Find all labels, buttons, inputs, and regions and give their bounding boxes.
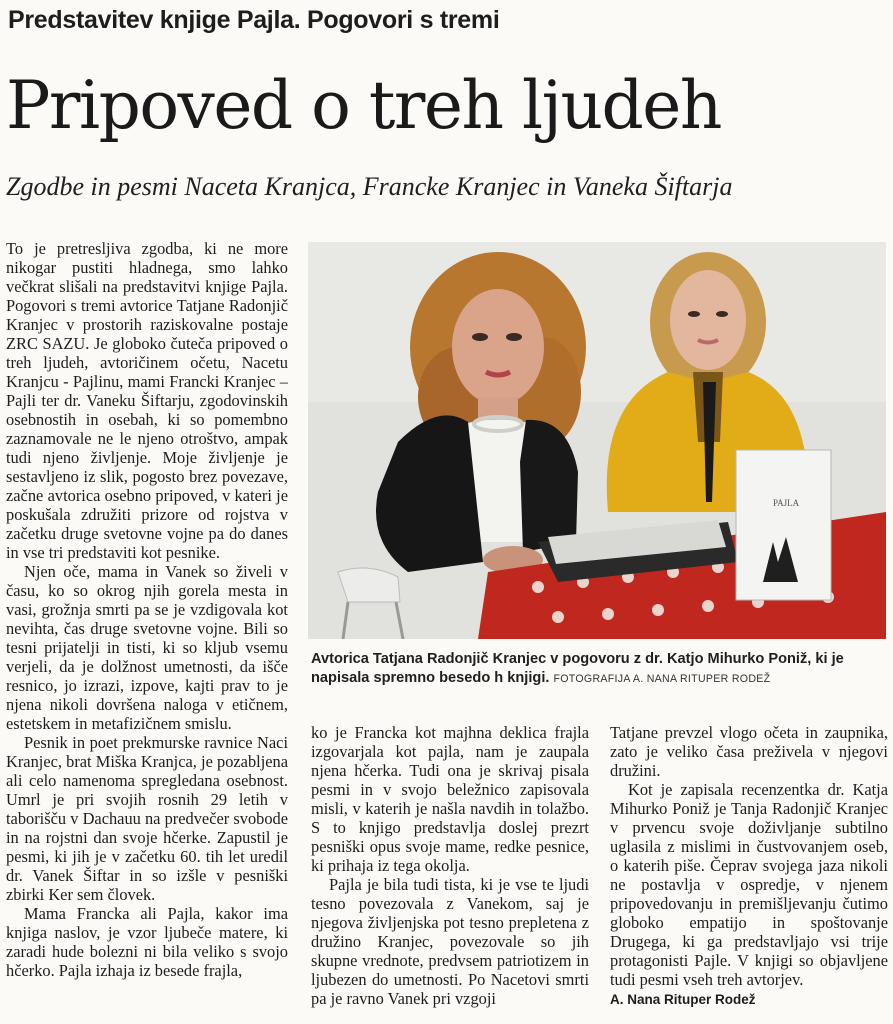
body-paragraph: Tatjane prevzel vlogo očeta in zaupnika, zato je veliko časa preživela v njegovi družini.	[610, 723, 888, 780]
body-paragraph: Pesnik in poet prekmurske ravnice Naci Kranjec, brat Miška Kranjca, je pozabljena ali celo namenoma spregledana osebnost. Umrl je pri svojih rosnih 29 letih v taborišču v Dachauu na predvečer svobode in na rojstni dan svoje hčerke. Zapustil je pesmi, ki jih je v začetku 60. tih let uredil dr. Vanek Šiftar in so izšle v pesniški zbirki Ker sem človek.	[6, 733, 288, 904]
photo-credit: FOTOGRAFIJA A. NANA RITUPER RODEŽ	[553, 673, 771, 685]
article-column-2	[311, 723, 589, 1023]
photo-caption	[311, 650, 889, 689]
caption-text: Avtorica Tatjana Radonjič Kranjec v pogovoru z dr. Katjo Mihurko Poniž, ki je napisala spremno besedo h knjigi.	[311, 651, 844, 686]
body-paragraph: Kot je zapisala recenzentka dr. Katja Mihurko Poniž je Tanja Radonjič Kranjec v prvencu svoje doživljanje subtilno uglasila z mislimi in čustvovanjem oseb, o katerih piše. Čeprav svojega jaza nikoli ne postavlja v ospredje, v njenem pripovedovanju in premišljevanju čutimo globoko empatijo in spoštovanje Drugega, ki ga predstavljajo vsi trije protagonisti Pajle. V knjigi so objavljene tudi pesmi vseh treh avtorjev.	[610, 780, 888, 989]
body-paragraph: ko je Francka kot majhna deklica frajla izgovarjala kot pajla, nam je zaupala njena hčerka. Tudi ona je skrivaj pisala pesmi in v svojo beležnico zapisovala misli, v katerih je našla navdih in tolažbo. S to knjigo predstavlja doslej prezrt pesniški opus svoje mame, redke pesnice, ki prihaja iz tega okolja.	[311, 723, 589, 875]
body-paragraph: Njen oče, mama in Vanek so živeli v času, ko so okrog njih gorela mesta in vasi, grožnja smrti pa se je vzdigovala kot nevihta, čas druge svetovne vojne. Bili so tesni prijatelji in tisti, ki so kljub vsemu verjeli, da je dolžnost umetnosti, da išče resnico, jo izrazi, izpove, kajti prav to je njena nikoli dovršena naloga v etičnem, estetskem in metafizičnem smislu.	[6, 562, 288, 733]
book-title: PAJLA	[773, 498, 800, 508]
body-paragraph: Mama Francka ali Pajla, kakor ima knjiga naslov, je vzor ljubeče matere, ki zaradi hude bolezni ni bila veliko s svojo hčerko. Pajla izhaja iz besede frajla,	[6, 904, 288, 980]
article-subheadline: Zgodbe in pesmi Naceta Kranjca, Francke Kranjec in Vaneka Šiftarja	[6, 172, 733, 201]
photo-illustration	[308, 242, 886, 639]
article-byline: A. Nana Rituper Rodež	[610, 992, 756, 1007]
article-photo	[308, 242, 886, 639]
article-kicker: Predstavitev knjige Pajla. Pogovori s tremi	[8, 6, 500, 34]
article-column-3	[610, 723, 888, 1023]
article-column-1	[6, 239, 288, 1023]
article-headline: Pripoved o treh ljudeh	[6, 67, 721, 144]
body-paragraph: To je pretresljiva zgodba, ki ne more nikogar pustiti hladnega, smo lahko večkrat slišali na predstavitvi knjige Pajla. Pogovori s tremi avtorice Tatjane Radonjič Kranjec v prostorih raziskovalne postaje ZRC SAZU. Je globoko čuteča pripoved o treh ljudeh, avtoričinem očetu, Nacetu Kranjcu - Pajlinu, mami Francki Kranjec – Pajli ter dr. Vaneku Šiftarju, zgodovinskih osebnostih in osebah, ki so pomembno zaznamovale ne le njeno otroštvo, ampak tudi njeno življenje. Moje življenje je sestavljeno iz slik, pogosto brez povezave, začne avtorica osebno pripoved, v kateri je poskušala združiti prizore od rojstva v začetku druge svetovne vojne pa do danes in vse tri predstaviti kot pesnike.	[6, 239, 288, 562]
body-paragraph: Pajla je bila tudi tista, ki je vse te ljudi tesno povezovala z Vanekom, saj je njegova življenjska pot tesno prepletena z družino Kranjec, povezovale so jih skupne vrednote, predvsem patriotizem in ljubezen do umetnosti. Po Nacetovi smrti pa je ravno Vanek pri vzgoji	[311, 875, 589, 1008]
